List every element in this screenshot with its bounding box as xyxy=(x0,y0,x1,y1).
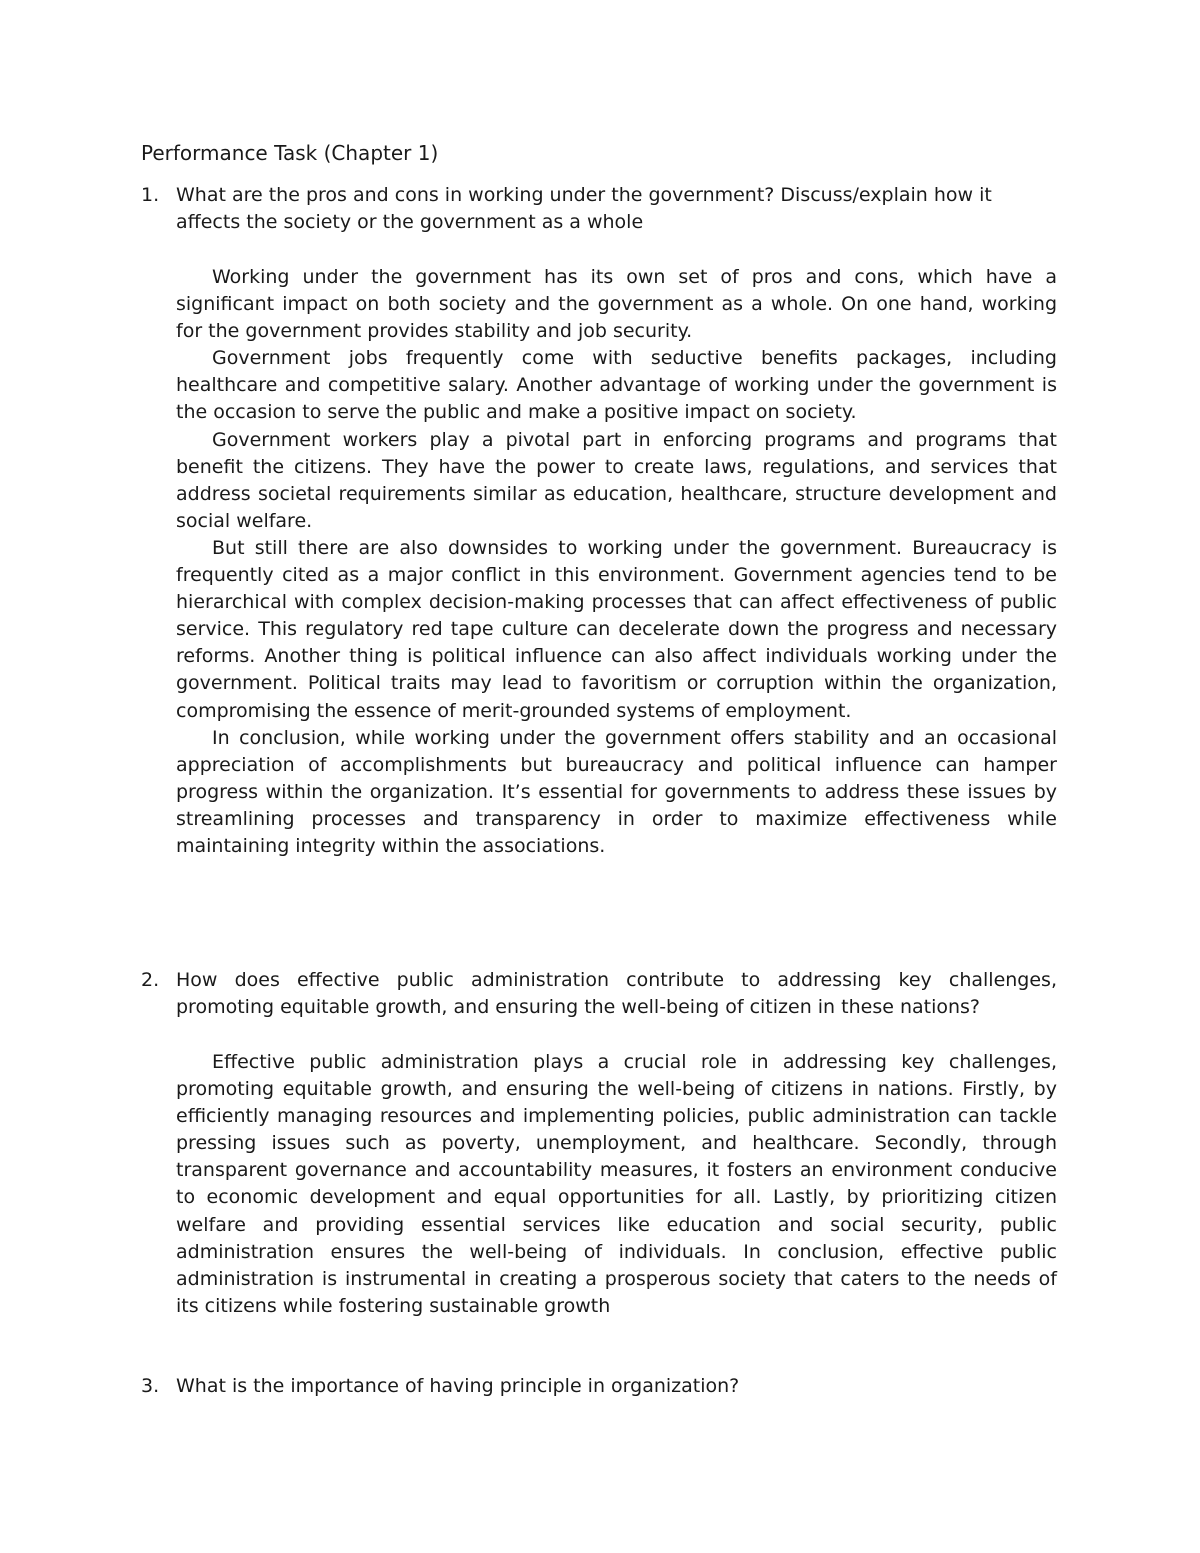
answer-1 xyxy=(176,264,1057,860)
answer-paragraph: Working under the government has its own set of pros and cons, which have a significant impact on both society and the government as a whole. On one hand, working for the government provides stability and job security. xyxy=(176,266,1057,343)
question-number: 2. xyxy=(141,969,160,991)
question-2 xyxy=(141,967,1057,1021)
question-text: What are the pros and cons in working under the government? Discuss/explain how it affects the society or the government as a whole xyxy=(176,184,992,234)
answer-paragraph: In conclusion, while working under the government offers stability and an occasional appreciation of accomplishments but bureaucracy and political influence can hamper progress within the organization. It’s essential for governments to address these issues by streamlining processes and transparency in order to maximize effectiveness while maintaining integrity within the associations. xyxy=(176,726,1057,857)
answer-paragraph: Government jobs frequently come with seductive benefits packages, including healthcare and competitive salary. Another advantage of working under the government is the occasion to serve the public and make a positive impact on society. xyxy=(176,347,1057,424)
question-3 xyxy=(141,1373,1057,1400)
question-1 xyxy=(141,182,1057,236)
question-text: How does effective public administration contribute to addressing key challenges, promoting equitable growth, and ensuring the well-being of citizen in these nations? xyxy=(176,969,1057,1019)
question-text: What is the importance of having principle in organization? xyxy=(176,1375,740,1397)
answer-paragraph: Government workers play a pivotal part in enforcing programs and programs that benefit the citizens. They have the power to create laws, regulations, and services that address societal requirements similar as education, healthcare, structure development and social welfare. xyxy=(176,428,1057,532)
answer-paragraph: But still there are also downsides to working under the government. Bureaucracy is frequently cited as a major conflict in this environment. Government agencies tend to be hierarchical with complex decision-making processes that can affect effectiveness of public service. This regulatory red tape culture can decelerate down the progress and necessary reforms. Another thing is political influence can also affect individuals working under the government. Political traits may lead to favoritism or corruption within the organization, compromising the essence of merit-grounded systems of employment. xyxy=(176,536,1057,722)
answer-paragraph: Effective public administration plays a crucial role in addressing key challenges, promoting equitable growth, and ensuring the well-being of citizens in nations. Firstly, by efficiently managing resources and implementing policies, public administration can tackle pressing issues such as poverty, unemployment, and healthcare. Secondly, through transparent governance and accountability measures, it fosters an environment conducive to economic development and equal opportunities for all. Lastly, by prioritizing citizen welfare and providing essential services like education and social security, public administration ensures the well-being of individuals. In conclusion, effective public administration is instrumental in creating a prosperous society that caters to the needs of its citizens while fostering sustainable growth xyxy=(176,1051,1057,1317)
question-number: 1. xyxy=(141,184,160,206)
question-number: 3. xyxy=(141,1375,160,1397)
page-title: Performance Task (Chapter 1) xyxy=(141,141,439,165)
answer-2 xyxy=(176,1049,1057,1320)
